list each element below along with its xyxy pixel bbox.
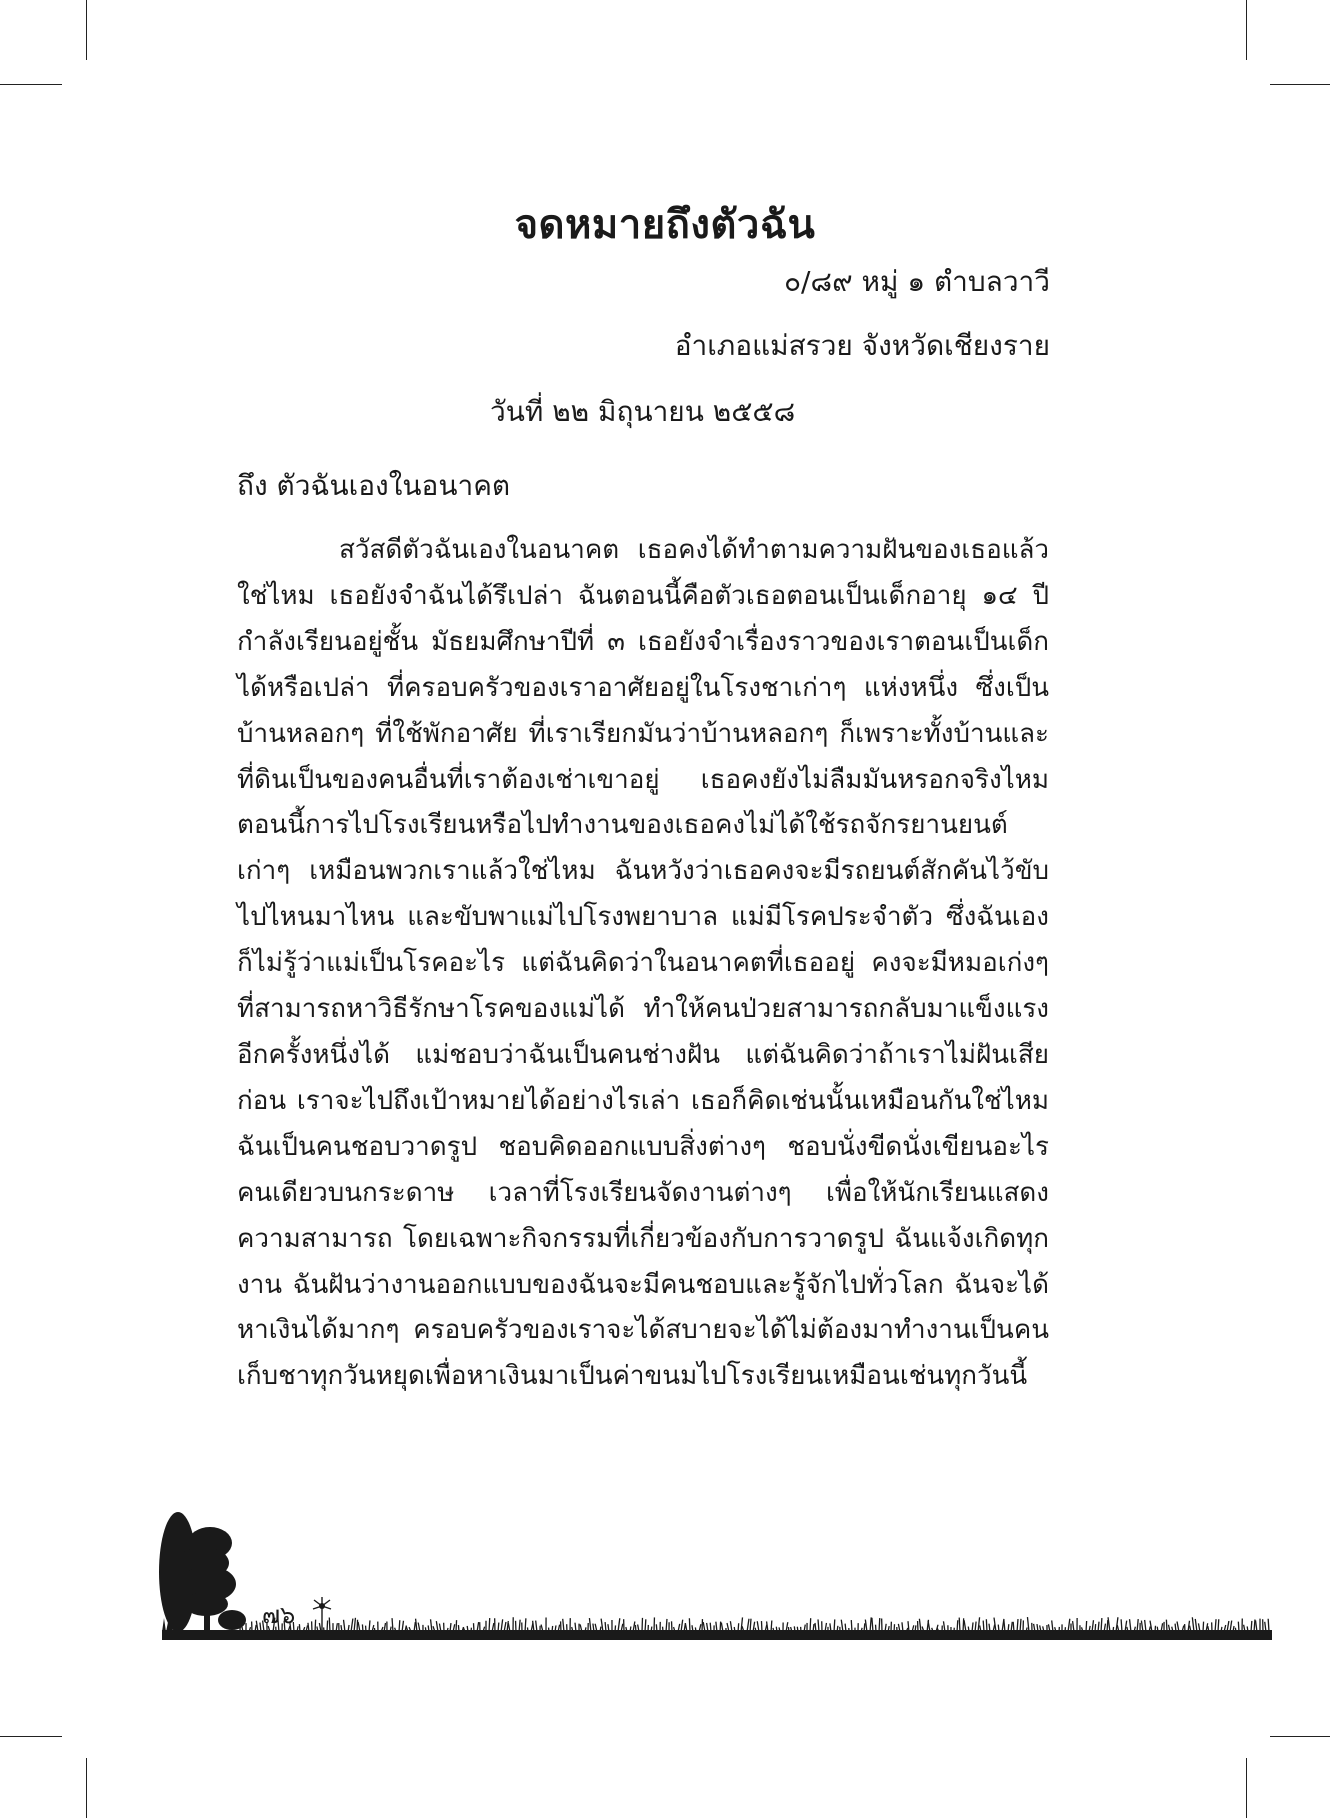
address-line-1: ๐/๘๙ หมู่ ๑ ตำบลวาวี: [783, 265, 1050, 298]
letter-title: จดหมายถึงตัวฉัน: [514, 202, 816, 248]
salutation: ถึง ตัวฉันเองในอนาคต: [237, 469, 511, 502]
page-number: ๗๖: [262, 1601, 296, 1629]
letter-body: สวัสดีตัวฉันเองในอนาคต เธอคงได้ทำตามความฝันของเธอแล้วใช่ไหม เธอยังจำฉันได้รึเปล่า ฉันตอนนี้คือตัวเธอตอนเป็นเด็กอายุ ๑๔ ปี กำลังเรียนอยู่ชั้น มัธยมศึกษาปีที่ ๓ เธอยังจำเรื่องราวของเราตอนเป็นเด็กได้หรือเปล่า ที่ครอบครัวของเราอาศัยอยู่ในโรงชาเก่าๆ แห่งหนึ่ง ซึ่งเป็นบ้านหลอกๆ ที่ใช้พักอาศัย ที่เราเรียกมันว่าบ้านหลอกๆ ก็เพราะทั้งบ้านและที่ดินเป็นของคนอื่นที่เราต้องเช่าเขาอยู่ เธอคงยังไม่ลืมมันหรอกจริงไหม ตอนนี้การไปโรงเรียนหรือไปทำงานของเธอคงไม่ได้ใช้รถจักรยานยนต์เก่าๆ เหมือนพวกเราแล้วใช่ไหม ฉันหวังว่าเธอคงจะมีรถยนต์สักคันไว้ขับไปไหนมาไหน และขับพาแม่ไปโรงพยาบาล แม่มีโรคประจำตัว ซึ่งฉันเองก็ไม่รู้ว่าแม่เป็นโรคอะไร แต่ฉันคิดว่าในอนาคตที่เธออยู่ คงจะมีหมอเก่งๆ ที่สามารถหาวิธีรักษาโรคของแม่ได้ ทำให้คนป่วยสามารถกลับมาแข็งแรงอีกครั้งหนึ่งได้ แม่ชอบว่าฉันเป็นคนช่างฝัน แต่ฉันคิดว่าถ้าเราไม่ฝันเสียก่อน เราจะไปถึงเป้าหมายได้อย่างไรเล่า เธอก็คิดเช่นนั้นเหมือนกันใช่ไหม ฉันเป็นคนชอบวาดรูป ชอบคิดออกแบบสิ่งต่างๆ ชอบนั่งขีดนั่งเขียนอะไรคนเดียวบนกระดาษ เวลาที่โรงเรียนจัดงานต่างๆ เพื่อให้นักเรียนแสดงความสามารถ โดยเฉพาะกิจกรรมที่เกี่ยวข้องกับการวาดรูป ฉันแจ้งเกิดทุกงาน ฉันฝันว่างานออกแบบของฉันจะมีคนชอบและรู้จักไปทั่วโลก ฉันจะได้หาเงินได้มากๆ ครอบครัวของเราจะได้สบายจะได้ไม่ต้องมาทำงานเป็นคนเก็บชาทุกวันหยุดเพื่อหาเงินมาเป็นค่าขนมไปโรงเรียนเหมือนเช่นทุกวันนี้: [237, 535, 1049, 1392]
address-line-2: อำเภอแม่สรวย จังหวัดเชียงราย: [674, 329, 1050, 362]
letter-date: วันที่ ๒๒ มิถุนายน ๒๕๕๘: [490, 395, 796, 428]
